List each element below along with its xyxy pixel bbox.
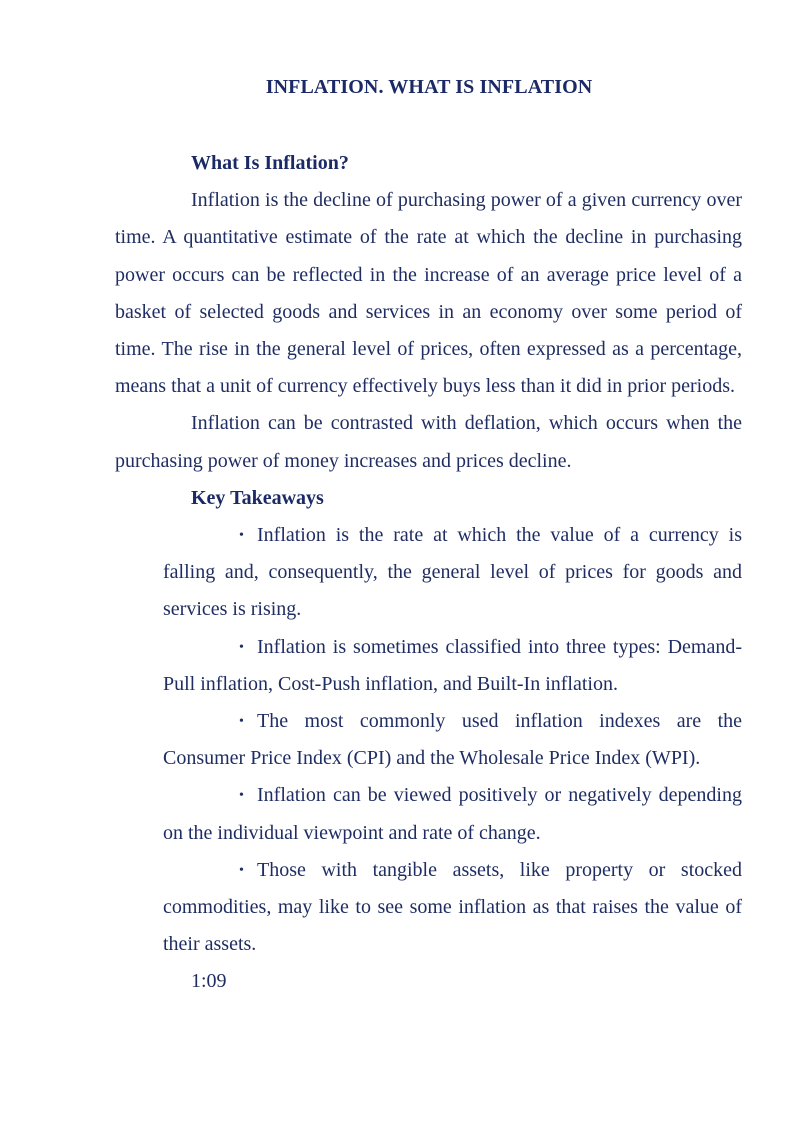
list-item-text: Inflation is sometimes classified into three types: Demand-Pull inflation, Cost-Push inflation, and Built-In inflation. <box>163 635 742 695</box>
list-item <box>163 517 742 629</box>
list-item <box>163 777 742 851</box>
list-item-text: Inflation is the rate at which the value of a currency is falling and, consequently, the general level of prices for goods and services is rising. <box>163 524 742 621</box>
document-body <box>115 145 742 1001</box>
paragraph-deflation-contrast: Inflation can be contrasted with deflation, which occurs when the purchasing power of money increases and prices decline. <box>115 412 742 472</box>
list-item-text: Inflation can be viewed positively or negatively depending on the individual viewpoint and rate of change. <box>163 784 742 844</box>
key-takeaways-list <box>115 517 742 963</box>
bullet-icon: • <box>239 714 244 730</box>
paragraph-definition: Inflation is the decline of purchasing power of a given currency over time. A quantitative estimate of the rate at which the decline in purchasing power occurs can be reflected in the increase of an average price level of a basket of selected goods and services in an economy over some period of time. The rise in the general level of prices, often expressed as a percentage, means that a unit of currency effectively buys less than it did in prior periods. <box>115 189 742 398</box>
section-heading-what-is-inflation: What Is Inflation? <box>191 152 349 174</box>
section-heading-key-takeaways: Key Takeaways <box>191 486 324 509</box>
bullet-icon: • <box>239 862 244 878</box>
bullet-icon: • <box>239 528 244 544</box>
list-item <box>163 629 742 703</box>
list-item-text: The most commonly used inflation indexes are the Consumer Price Index (CPI) and the Wholesale Price Index (WPI). <box>163 710 742 770</box>
bullet-icon: • <box>239 788 244 804</box>
timestamp: 1:09 <box>191 970 227 993</box>
list-item-text: Those with tangible assets, like property or stocked commodities, may like to see some inflation as that raises the value of their assets. <box>163 858 742 956</box>
list-item <box>163 852 742 964</box>
document-title: INFLATION. WHAT IS INFLATION <box>265 76 593 98</box>
bullet-icon: • <box>239 639 244 655</box>
list-item <box>163 703 742 777</box>
